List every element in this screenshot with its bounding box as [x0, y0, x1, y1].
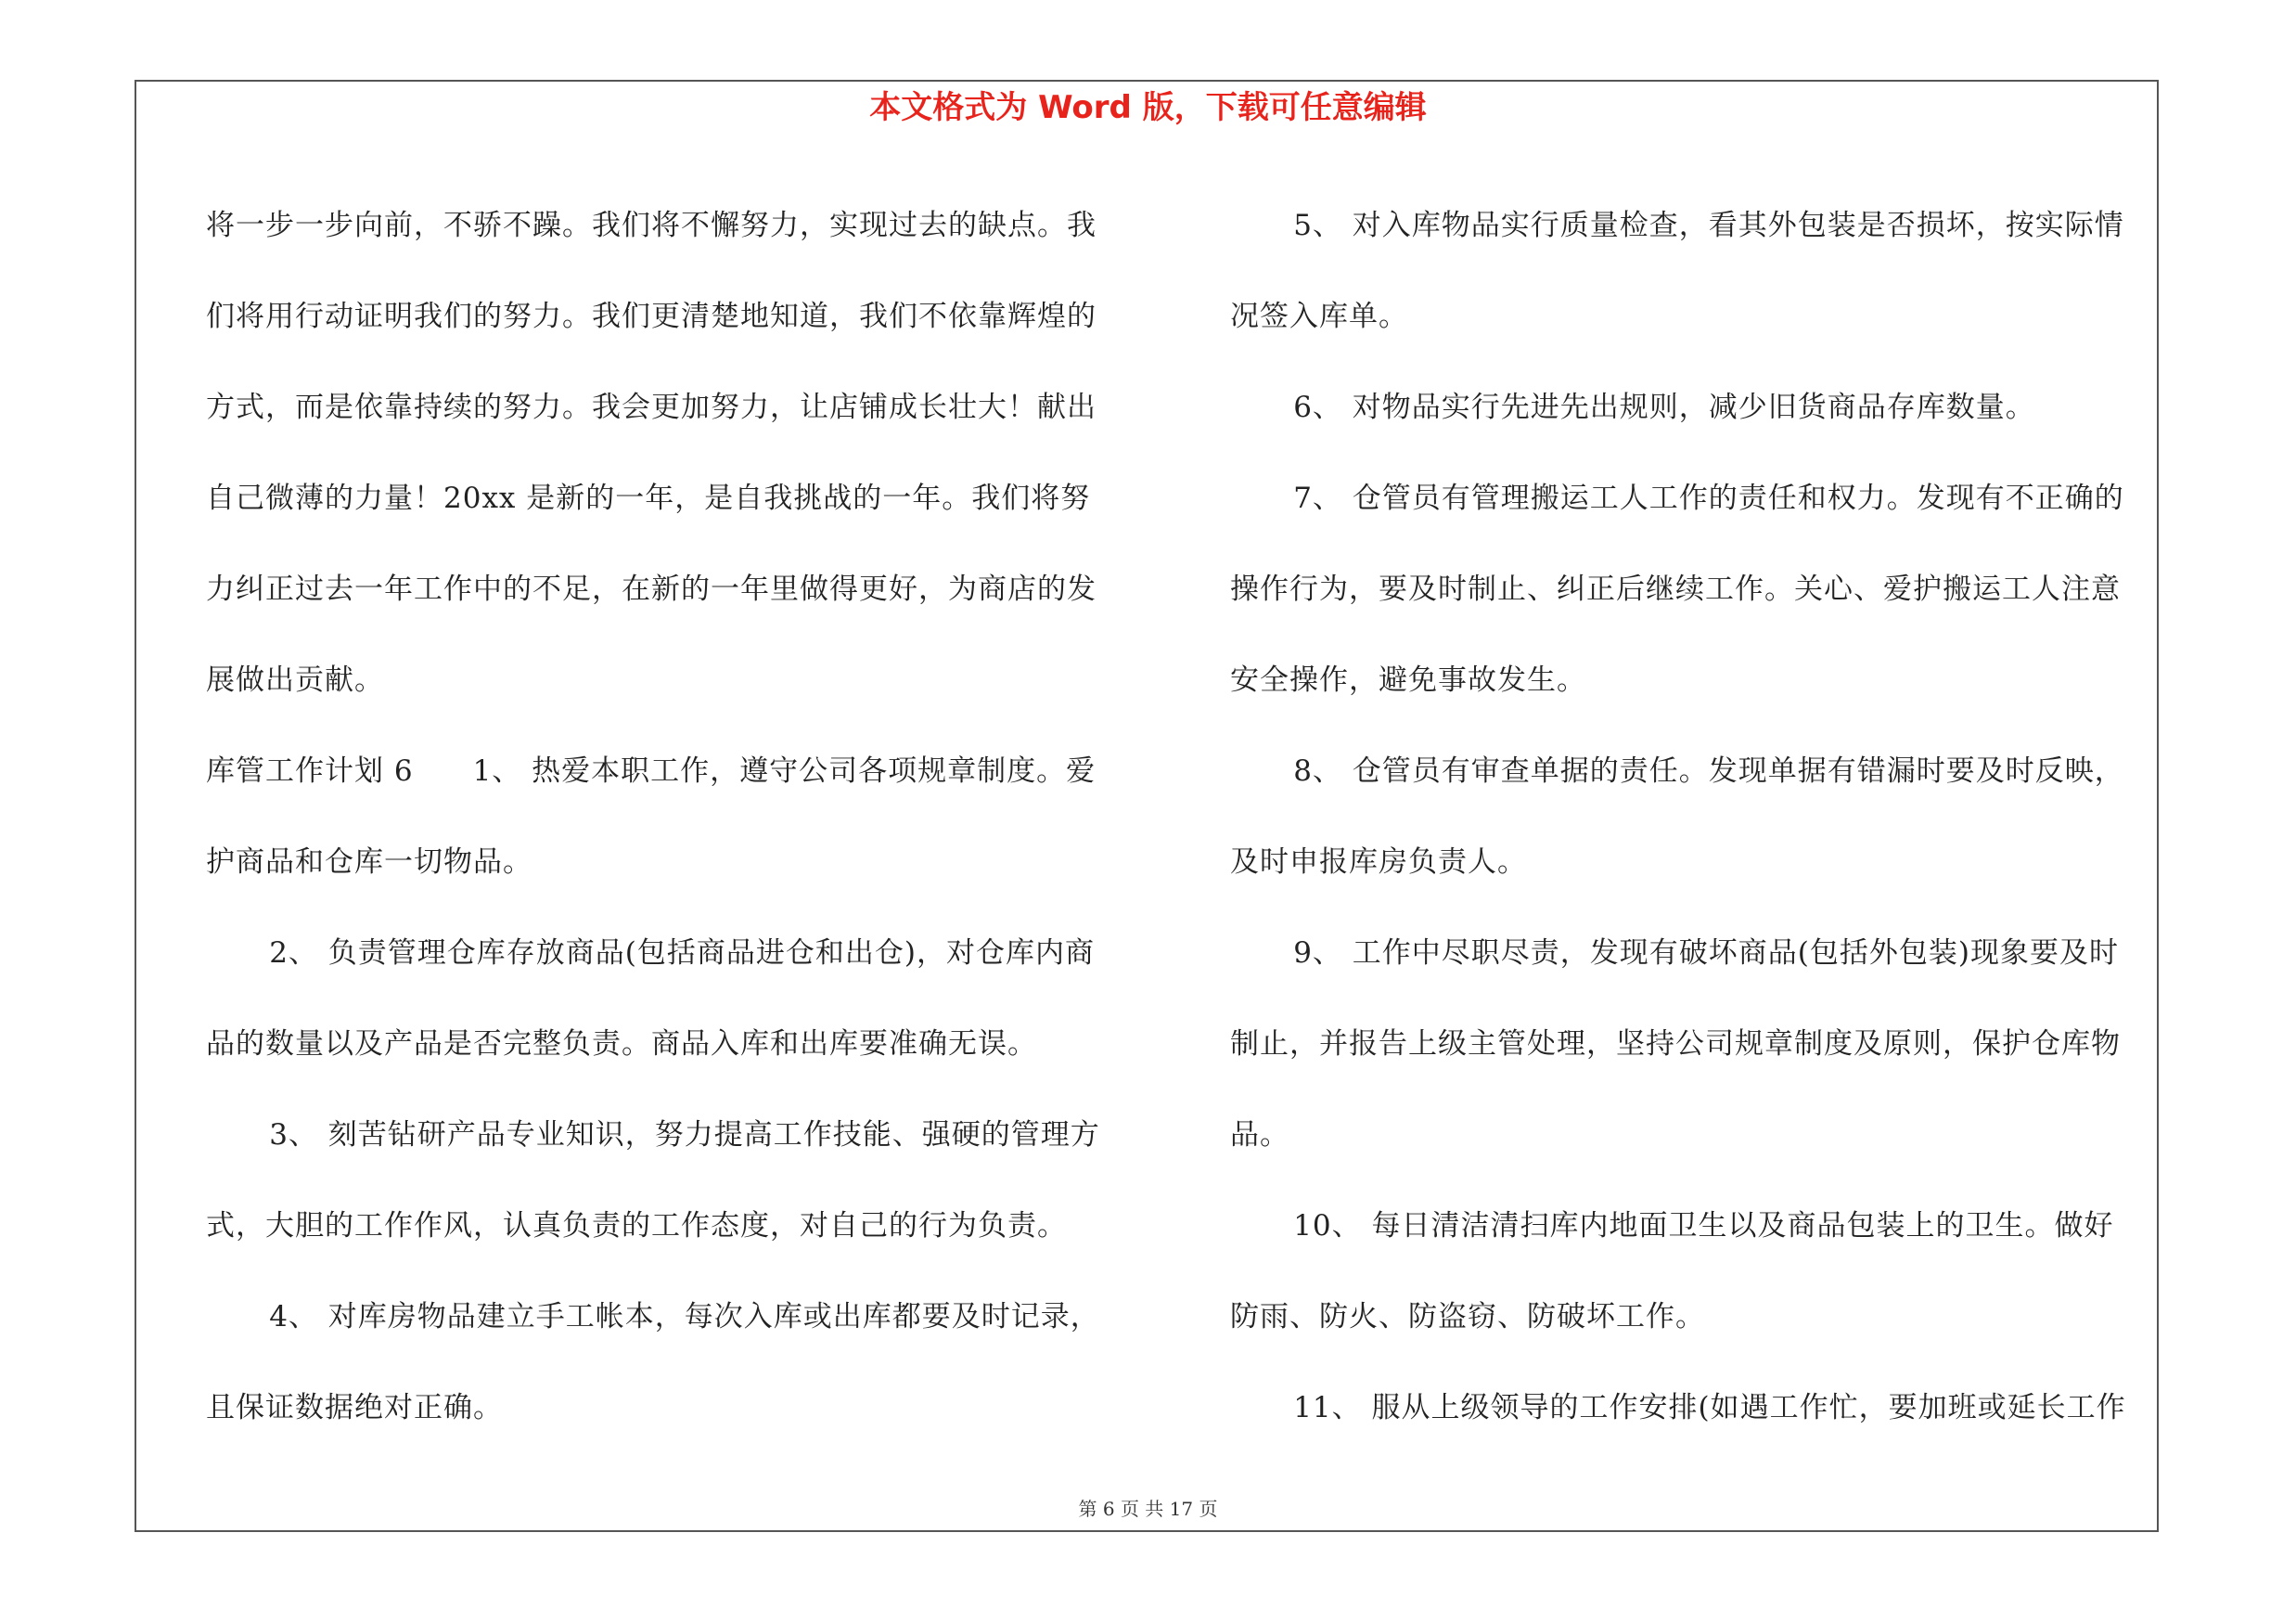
section-heading-line: 库管工作计划 6 1、 热爱本职工作，遵守公司各项规章制度。爱 — [206, 754, 1097, 788]
header-banner: 本文格式为 Word 版，下载可任意编辑 — [869, 89, 1427, 126]
text-line: 安全操作，避免事故发生。 — [1230, 663, 1586, 697]
list-item-start: 8、 仓管员有审查单据的责任。发现单据有错漏时要及时反映， — [1293, 754, 2124, 788]
text-line: 方式，而是依靠持续的努力。我会更加努力，让店铺成长壮大！献出 — [206, 391, 1097, 424]
text-line: 且保证数据绝对正确。 — [206, 1391, 503, 1424]
text-line: 式，大胆的工作作风，认真负责的工作态度，对自己的行为负责。 — [206, 1209, 1067, 1243]
page-number: 第 6 页 共 17 页 — [1078, 1498, 1218, 1520]
text-line: 们将用行动证明我们的努力。我们更清楚地知道，我们不依靠辉煌的 — [206, 300, 1097, 333]
text-line: 况签入库单。 — [1230, 300, 1408, 333]
left-column — [206, 180, 1124, 1453]
text-line: 自己微薄的力量！20xx 是新的一年，是自我挑战的一年。我们将努 — [206, 482, 1091, 515]
text-line: 展做出贡献。 — [206, 663, 384, 697]
text-line: 护商品和仓库一切物品。 — [206, 845, 532, 879]
text-line: 防雨、防火、防盗窃、防破坏工作。 — [1230, 1300, 1705, 1333]
list-item-start: 10、 每日清洁清扫库内地面卫生以及商品包装上的卫生。做好 — [1293, 1209, 2114, 1243]
text-line: 制止，并报告上级主管处理，坚持公司规章制度及原则，保护仓库物 — [1230, 1027, 2121, 1061]
text-line: 品的数量以及产品是否完整负责。商品入库和出库要准确无误。 — [206, 1027, 1037, 1061]
list-item-start: 2、 负责管理仓库存放商品(包括商品进仓和出仓)，对仓库内商 — [269, 936, 1095, 970]
list-item-start: 7、 仓管员有管理搬运工人工作的责任和权力。发现有不正确的 — [1293, 482, 2124, 515]
list-item-start: 4、 对库房物品建立手工帐本，每次入库或出库都要及时记录， — [269, 1300, 1100, 1333]
text-line: 力纠正过去一年工作中的不足，在新的一年里做得更好，为商店的发 — [206, 573, 1097, 606]
right-column — [1230, 180, 2148, 1453]
text-line: 及时申报库房负责人。 — [1230, 845, 1527, 879]
list-item-start: 3、 刻苦钻研产品专业知识，努力提高工作技能、强硬的管理方 — [269, 1118, 1100, 1152]
text-line: 操作行为，要及时制止、纠正后继续工作。关心、爱护搬运工人注意 — [1230, 573, 2121, 606]
list-item-start: 6、 对物品实行先进先出规则，减少旧货商品存库数量。 — [1293, 391, 2035, 424]
text-line: 将一步一步向前，不骄不躁。我们将不懈努力，实现过去的缺点。我 — [206, 209, 1097, 242]
list-item-start: 11、 服从上级领导的工作安排(如遇工作忙，要加班或延长工作 — [1293, 1391, 2126, 1424]
text-line: 品。 — [1230, 1118, 1289, 1152]
list-item-start: 5、 对入库物品实行质量检查，看其外包装是否损坏，按实际情 — [1293, 209, 2124, 242]
list-item-start: 9、 工作中尽职尽责，发现有破坏商品(包括外包装)现象要及时 — [1293, 936, 2119, 970]
